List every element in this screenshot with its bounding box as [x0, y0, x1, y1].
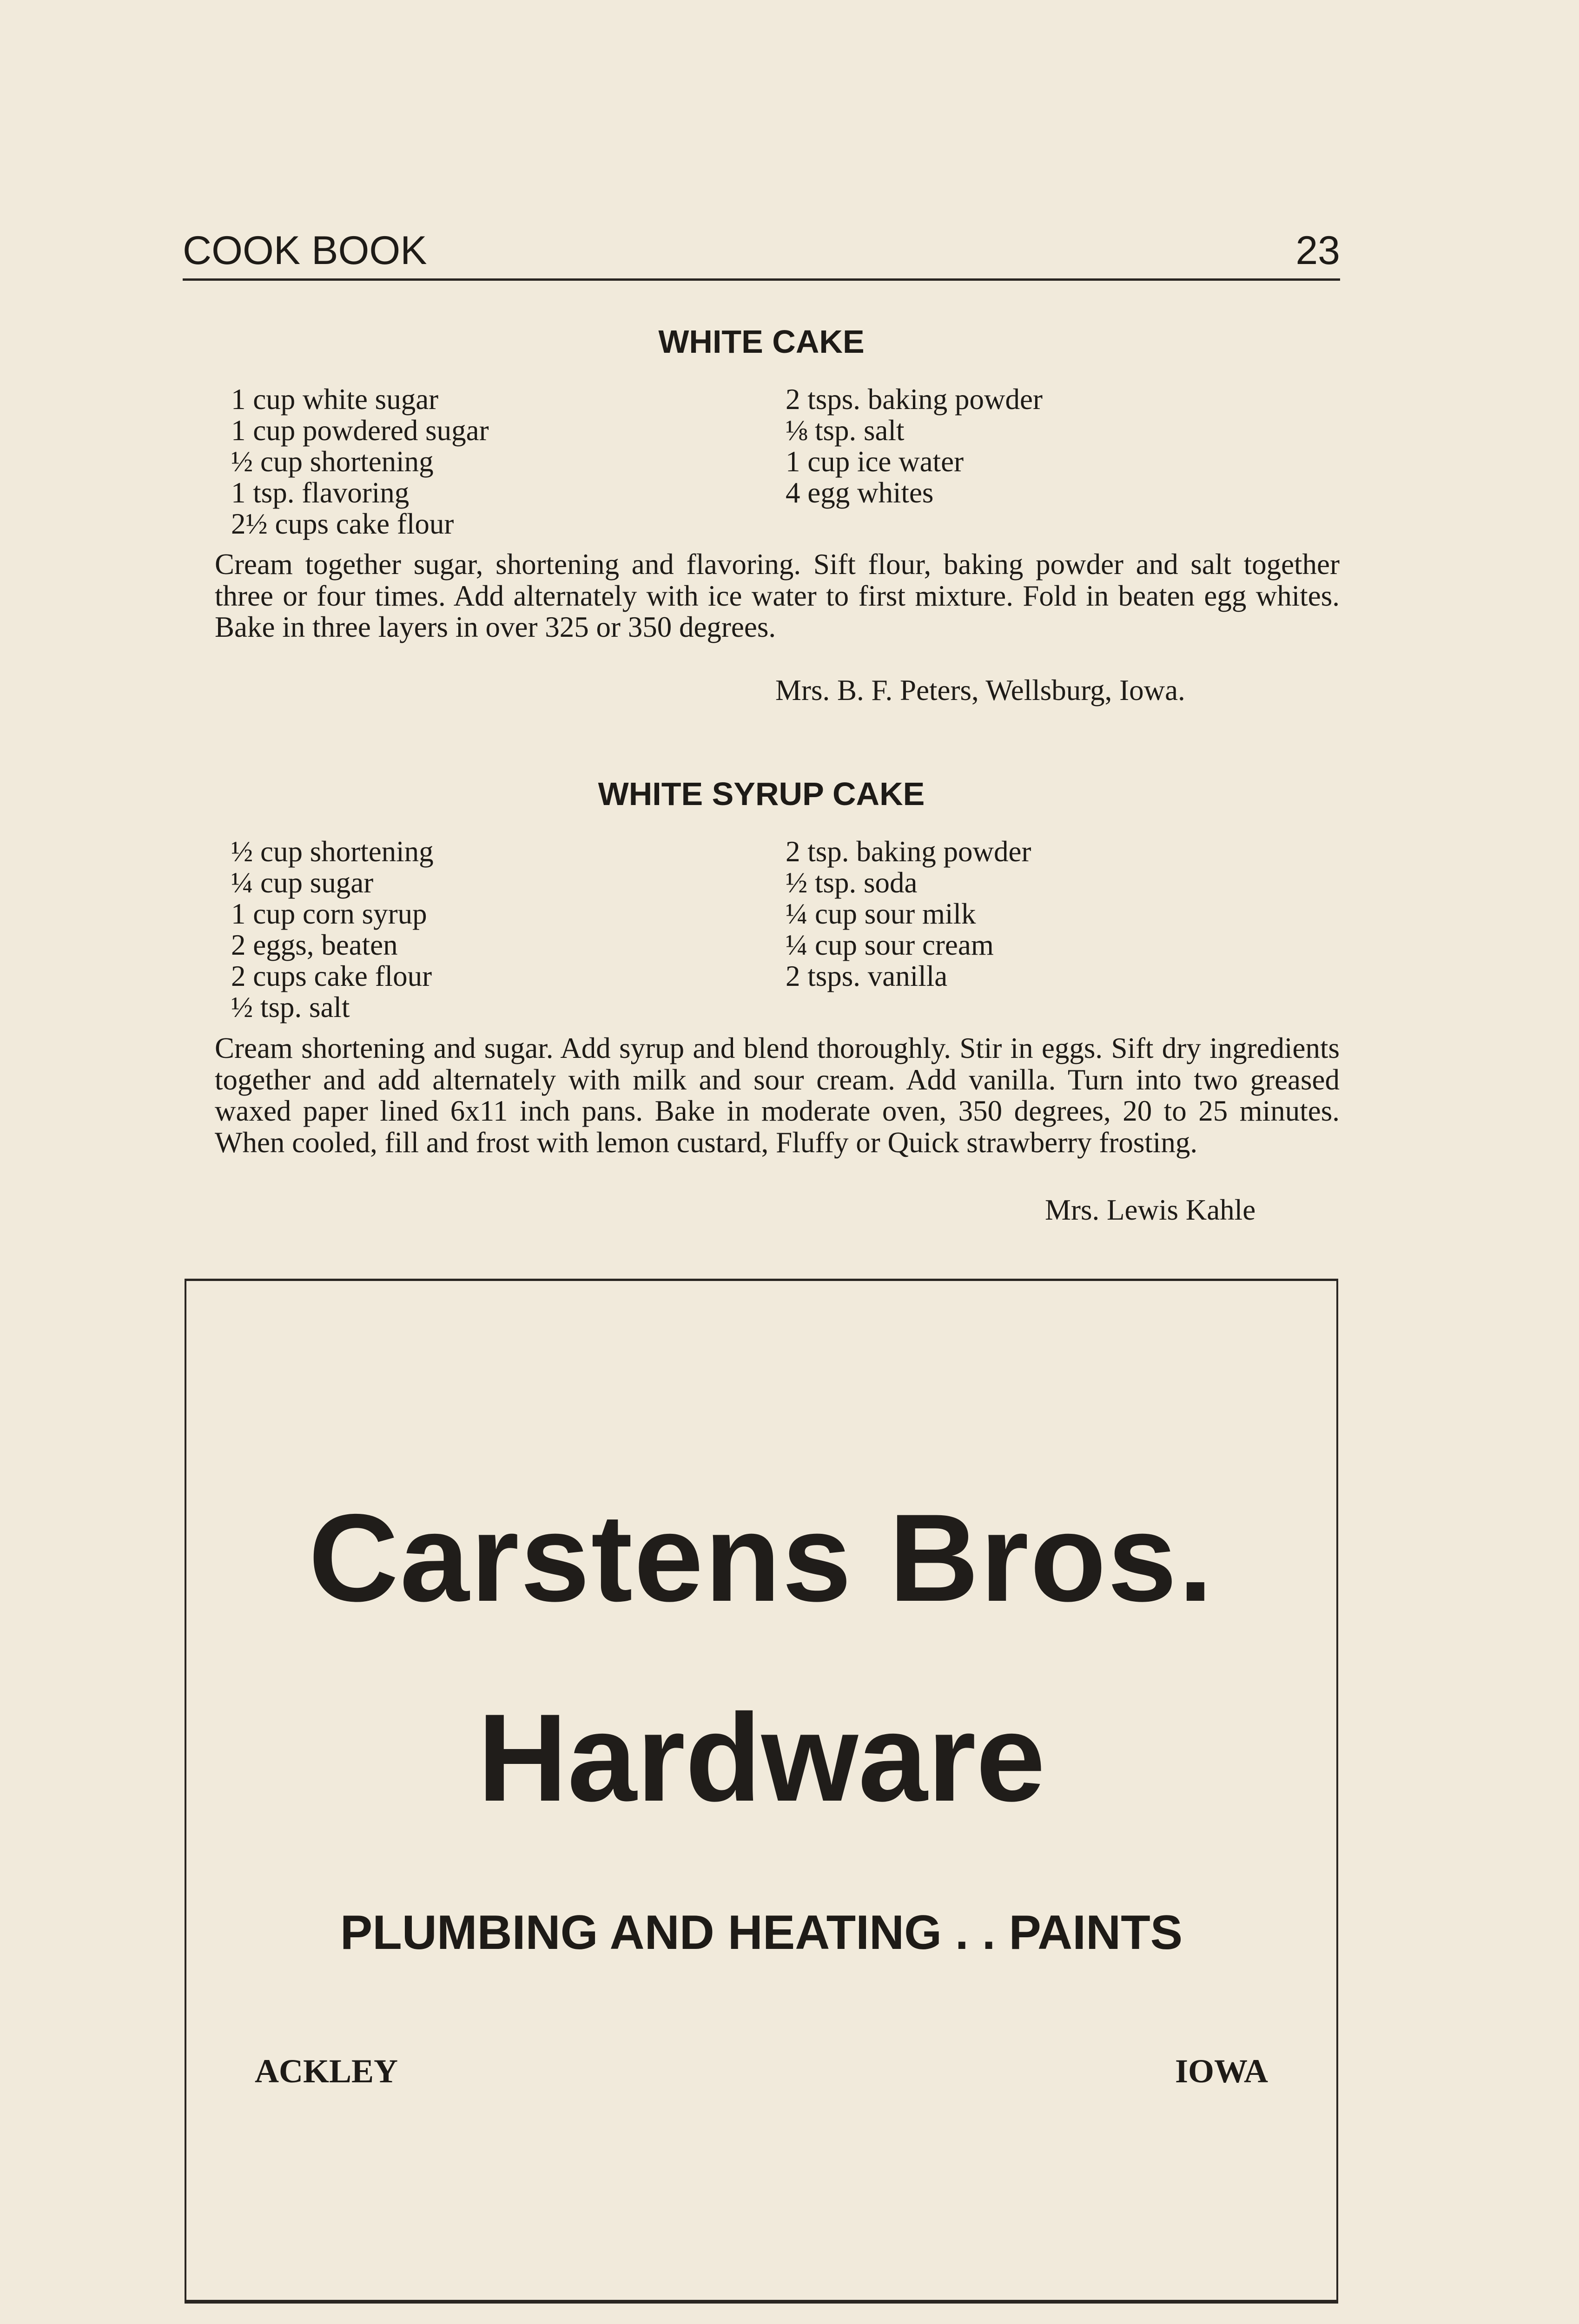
ingredients-right-white-syrup-cake — [786, 836, 1031, 992]
ad-business-name-line2: Hardware — [477, 1688, 1045, 1827]
ingredients-left-white-cake — [231, 384, 489, 540]
ingredient: ½ cup shortening — [231, 445, 434, 478]
ingredient: 2 eggs, beaten — [231, 929, 398, 961]
ingredient: ½ tsp. soda — [786, 866, 918, 899]
running-title: COOK BOOK — [183, 228, 427, 273]
ingredients-right-white-cake — [786, 384, 1043, 508]
ingredient: 1 cup white sugar — [231, 383, 439, 416]
ingredient: 2½ cups cake flour — [231, 508, 454, 540]
ingredient: 2 tsps. baking powder — [786, 383, 1043, 416]
credit-white-cake: Mrs. B. F. Peters, Wellsburg, Iowa. — [775, 674, 1185, 706]
page-header — [183, 225, 1340, 281]
ad-state: IOWA — [1175, 2053, 1268, 2090]
method-white-syrup-cake: Cream shortening and sugar. Add syrup and blend thoroughly. Stir in eggs. Sift dry ingredients together and add alternately with milk and sour cream. Add vanilla. Turn into two greased waxed paper lined 6x11 inch pans. Bake in moderate oven, 350 degrees, 20 to 25 minutes. When cooled, fill and frost with lemon custard, Fluffy or Quick strawberry frosting. — [215, 1032, 1340, 1159]
ingredients-left-white-syrup-cake — [231, 836, 434, 1023]
ingredient: 1 cup corn syrup — [231, 898, 427, 930]
credit-white-syrup-cake: Mrs. Lewis Kahle — [1045, 1194, 1256, 1226]
ingredient: 1 cup powdered sugar — [231, 414, 489, 447]
recipe-title-white-syrup-cake: WHITE SYRUP CAKE — [598, 776, 925, 812]
ingredient: 1 tsp. flavoring — [231, 476, 410, 509]
ingredient: ⅛ tsp. salt — [786, 414, 905, 447]
ad-business-name-line1: Carstens Bros. — [308, 1488, 1215, 1627]
page-number: 23 — [1295, 228, 1340, 273]
ingredient: ½ cup shortening — [231, 835, 434, 868]
ingredient: 2 cups cake flour — [231, 960, 432, 992]
ingredient: ¼ cup sour cream — [786, 929, 994, 961]
ingredient: ¼ cup sugar — [231, 866, 374, 899]
ad-services: PLUMBING AND HEATING . . PAINTS — [340, 1906, 1183, 1960]
ingredient: 2 tsps. vanilla — [786, 960, 948, 992]
ingredient: 4 egg whites — [786, 476, 934, 509]
ingredient: 1 cup ice water — [786, 445, 964, 478]
advertisement-box — [185, 1279, 1338, 2304]
method-white-cake: Cream together sugar, shortening and flavoring. Sift flour, baking powder and salt together three or four times. Add alternately with ice water to first mixture. Fold in beaten egg whites. Bake in three layers in over 325 or 350 degrees. — [215, 548, 1340, 643]
ad-city: ACKLEY — [255, 2053, 398, 2090]
ingredient: 2 tsp. baking powder — [786, 835, 1031, 868]
ingredient: ½ tsp. salt — [231, 991, 350, 1023]
recipe-title-white-cake: WHITE CAKE — [658, 324, 865, 360]
ingredient: ¼ cup sour milk — [786, 898, 976, 930]
